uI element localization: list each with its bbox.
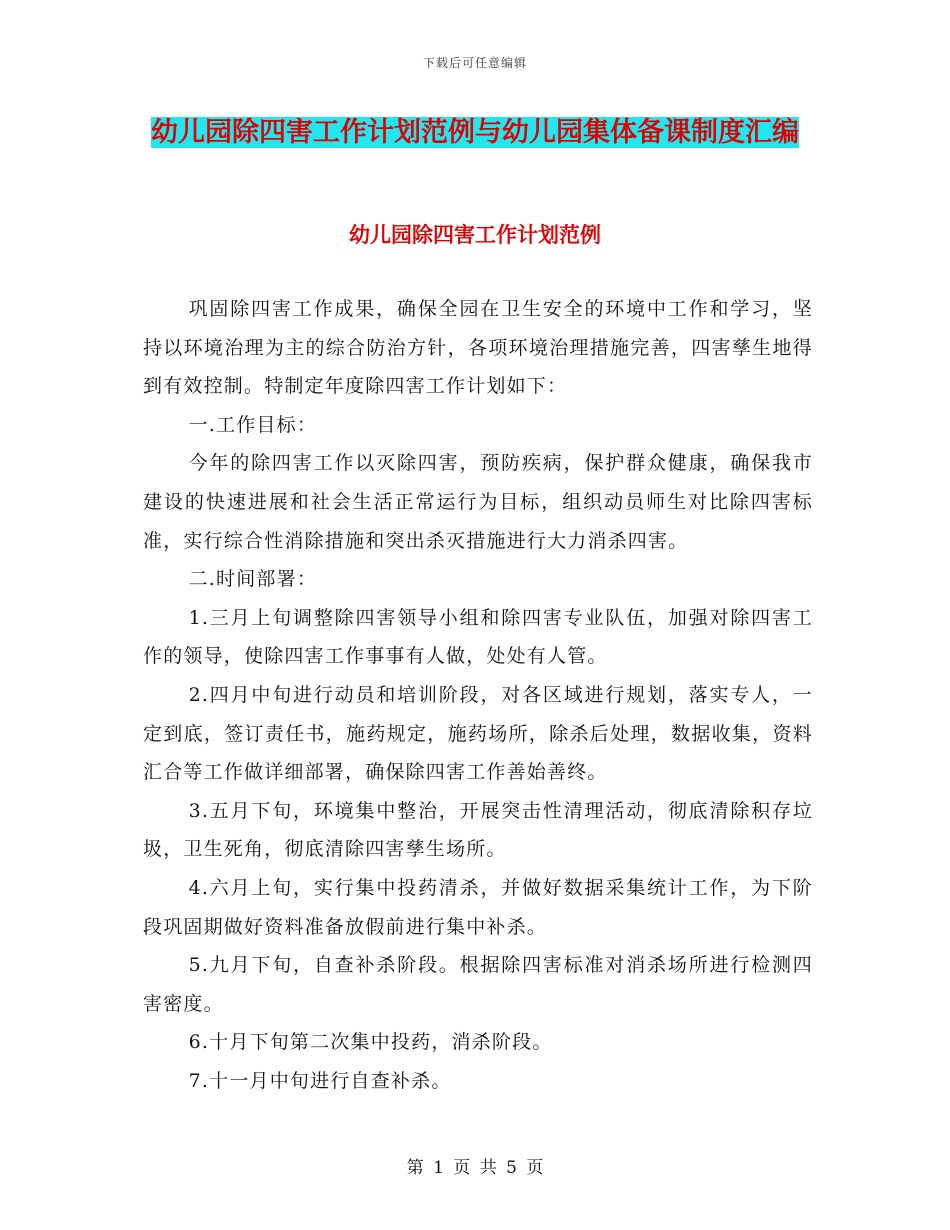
header-note: 下载后可任意编辑	[422, 56, 527, 70]
page-number-footer: 第 1 页 共 5 页	[406, 1158, 544, 1178]
document-title	[140, 108, 810, 158]
schedule-item-5: 5.九月下旬，自查补杀阶段。根据除四害标准对消杀场所进行检测四害密度。	[143, 954, 813, 1015]
paragraph-goals: 今年的除四害工作以灭除四害，预防疾病，保护群众健康，确保我市建设的快速进展和社会生活正常运行为目标，组织动员师生对比除四害标准，实行综合性消除措施和突出杀灭措施进行大力消杀四害。	[143, 452, 813, 552]
heading-work-goals: 一.工作目标：	[188, 413, 318, 436]
paragraph-intro: 巩固除四害工作成果，确保全园在卫生安全的环境中工作和学习，坚持以环境治理为主的综合防治方针，各项环境治理措施完善，四害孳生地得到有效控制。特制定年度除四害工作计划如下：	[143, 298, 813, 398]
document-title-text: 幼儿园除四害工作计划范例与幼儿园集体备课制度汇编	[151, 117, 799, 148]
schedule-item-3: 3.五月下旬，环境集中整治，开展突击性清理活动，彻底清除积存垃圾，卫生死角，彻底清除四害孳生场所。	[143, 799, 813, 861]
document-body	[143, 290, 813, 1100]
heading-schedule: 二.时间部署：	[188, 568, 318, 591]
schedule-item-6: 6.十月下旬第二次集中投药，消杀阶段。	[188, 1031, 553, 1054]
schedule-item-7: 7.十一月中旬进行自查补杀。	[188, 1069, 452, 1092]
schedule-item-1: 1.三月上旬调整除四害领导小组和除四害专业队伍，加强对除四害工作的领导，使除四害工作事事有人做，处处有人管。	[143, 606, 813, 668]
section-title: 幼儿园除四害工作计划范例	[349, 223, 601, 247]
schedule-item-2: 2.四月中旬进行动员和培训阶段，对各区域进行规划，落实专人，一定到底，签订责任书，施药规定，施药场所，除杀后处理，数据收集，资料汇合等工作做详细部署，确保除四害工作善始善终。	[143, 683, 813, 784]
schedule-item-4: 4.六月上旬，实行集中投药清杀，并做好数据采集统计工作，为下阶段巩固期做好资料准备放假前进行集中补杀。	[143, 876, 813, 938]
